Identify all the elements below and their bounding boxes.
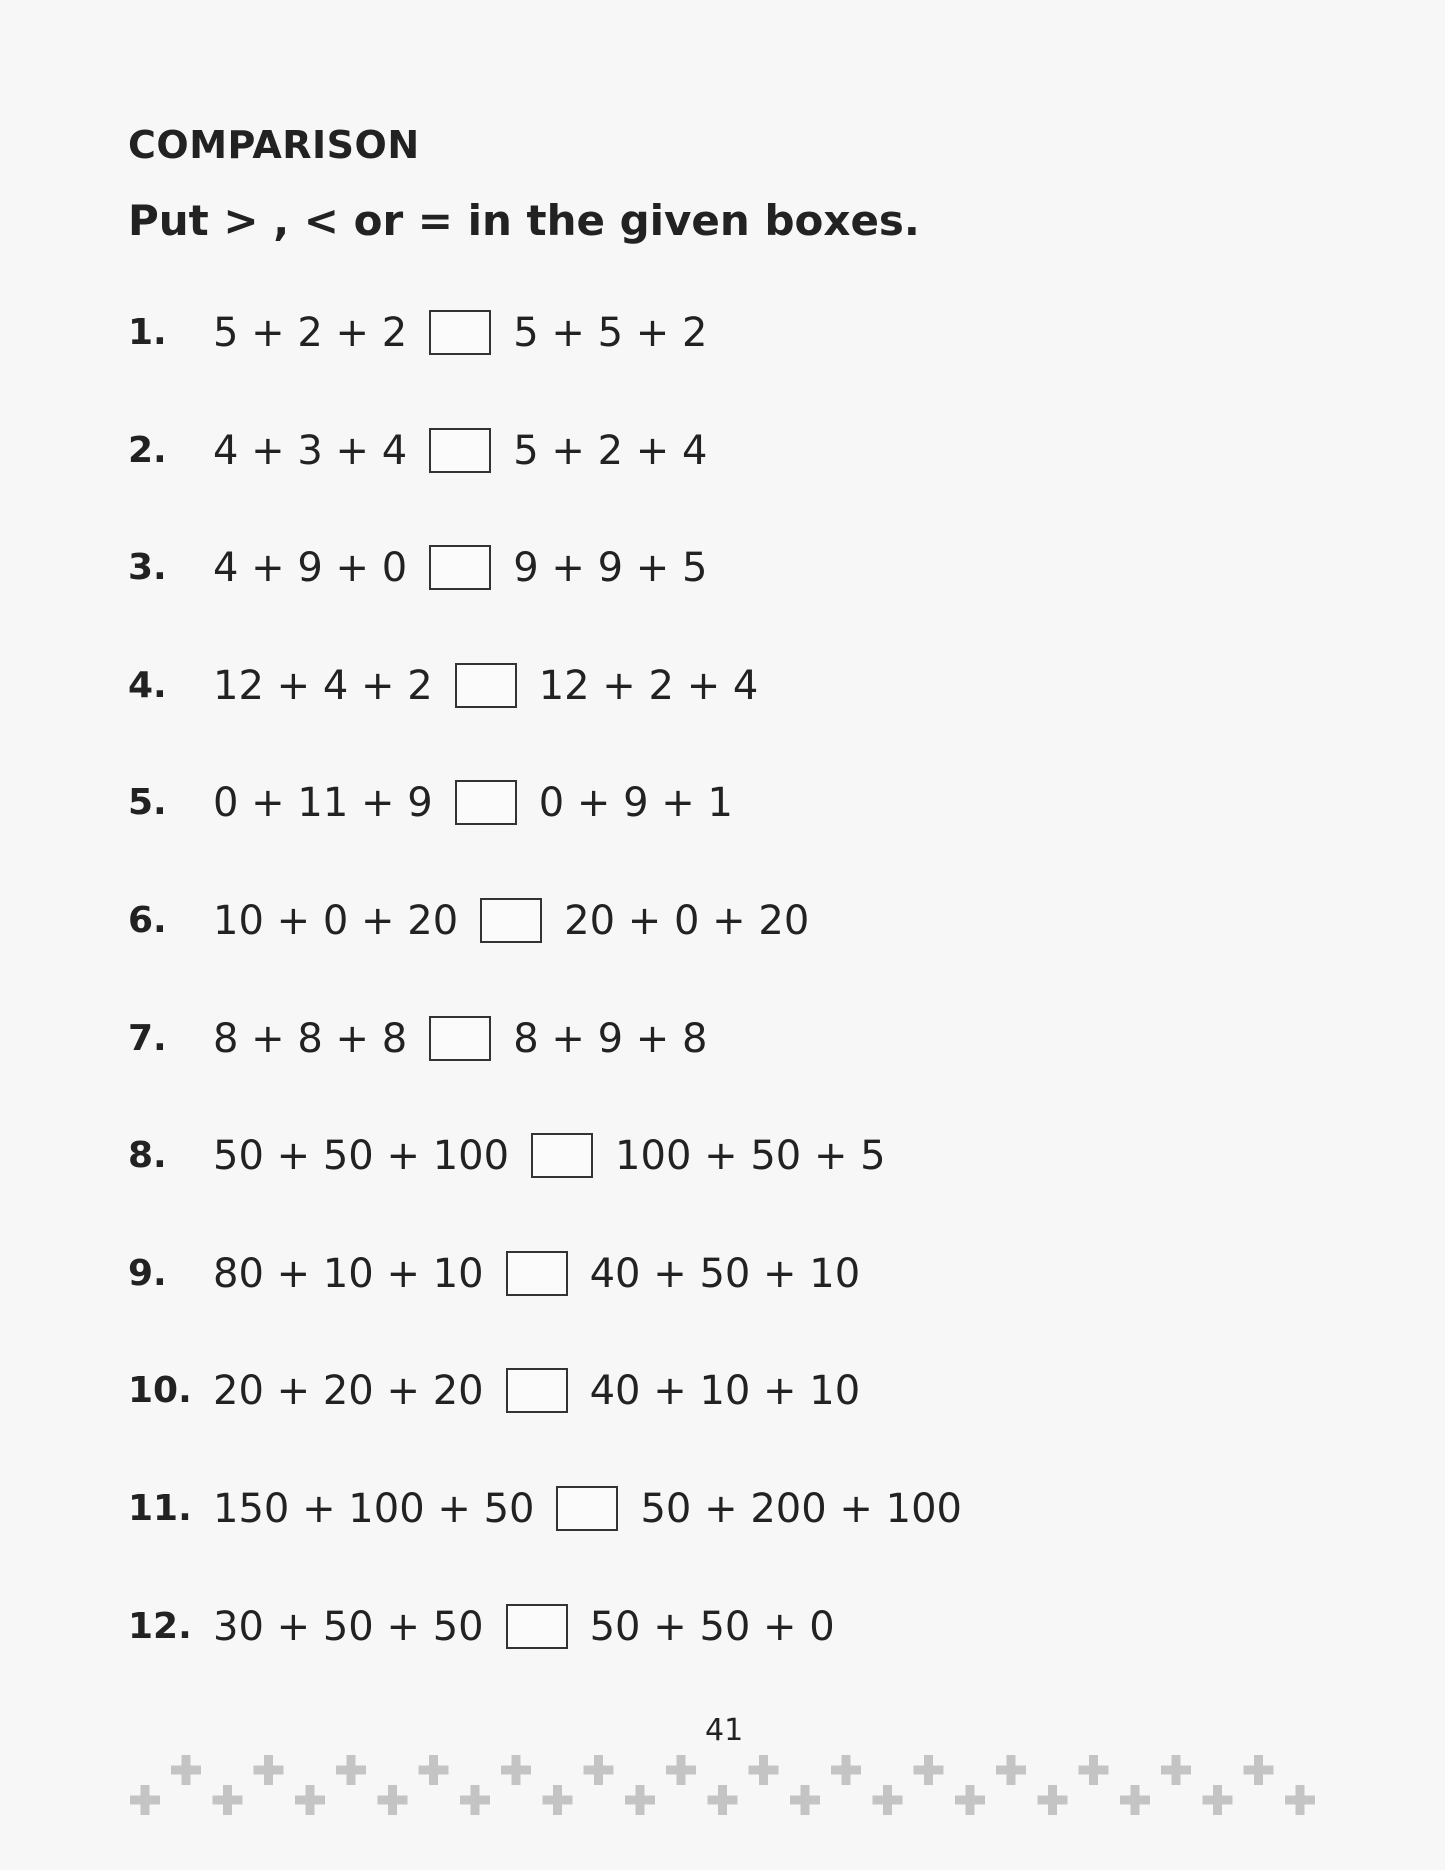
plus-icon <box>1079 1755 1109 1785</box>
problem-number: 2. <box>128 429 167 471</box>
plus-icon <box>501 1755 531 1785</box>
problem-number: 1. <box>128 312 167 353</box>
answer-box[interactable] <box>429 1016 491 1061</box>
right-expression: 0 + 9 + 1 <box>538 780 733 827</box>
right-expression: 40 + 10 + 10 <box>589 1368 861 1415</box>
left-expression: 80 + 10 + 10 <box>213 1250 484 1297</box>
plus-icon <box>460 1785 490 1815</box>
plus-icon <box>708 1785 738 1815</box>
plus-icon <box>955 1785 985 1815</box>
problem-row <box>128 305 962 423</box>
plus-icon <box>1285 1785 1315 1815</box>
left-expression: 150 + 100 + 50 <box>213 1485 535 1532</box>
plus-icon <box>831 1755 861 1785</box>
left-expression: 0 + 11 + 9 <box>213 780 433 827</box>
plus-icon <box>543 1785 573 1815</box>
left-expression: 5 + 2 + 2 <box>213 310 408 356</box>
answer-box[interactable] <box>455 780 517 825</box>
problem-number: 5. <box>128 782 167 824</box>
problem-number: 11. <box>128 1487 192 1529</box>
answer-box[interactable] <box>429 428 491 473</box>
problem-number: 3. <box>128 547 167 589</box>
answer-box[interactable] <box>429 310 491 355</box>
problem-row <box>128 775 962 893</box>
plus-icon <box>1244 1755 1274 1785</box>
answer-box[interactable] <box>556 1486 618 1531</box>
answer-box[interactable] <box>455 663 517 708</box>
plus-icon <box>790 1785 820 1815</box>
problem-list <box>128 305 962 1716</box>
right-expression: 40 + 50 + 10 <box>589 1250 861 1297</box>
problem-number: 6. <box>128 899 167 941</box>
answer-box[interactable] <box>429 545 491 590</box>
left-expression: 8 + 8 + 8 <box>213 1015 408 1062</box>
plus-icon <box>130 1785 160 1815</box>
left-expression: 30 + 50 + 50 <box>213 1603 484 1650</box>
problem-row <box>128 893 962 1011</box>
plus-icon <box>914 1755 944 1785</box>
problem-row <box>128 658 962 776</box>
answer-box[interactable] <box>480 898 542 943</box>
answer-box[interactable] <box>506 1251 568 1296</box>
answer-box[interactable] <box>531 1133 593 1178</box>
plus-icon <box>295 1785 325 1815</box>
problem-row <box>128 1363 962 1481</box>
right-expression: 9 + 9 + 5 <box>513 545 708 592</box>
right-expression: 5 + 5 + 2 <box>513 310 708 356</box>
problem-row <box>128 1246 962 1364</box>
left-expression: 20 + 20 + 20 <box>213 1368 484 1415</box>
left-expression: 4 + 9 + 0 <box>213 545 408 592</box>
plus-pattern-border <box>120 1740 1330 1830</box>
plus-icon <box>584 1755 614 1785</box>
right-expression: 12 + 2 + 4 <box>538 662 759 709</box>
worksheet-title: COMPARISON <box>128 123 420 167</box>
plus-icon <box>996 1755 1026 1785</box>
plus-icon <box>171 1755 201 1785</box>
right-expression: 20 + 0 + 20 <box>564 897 810 944</box>
problem-number: 4. <box>128 664 167 706</box>
plus-icon <box>378 1785 408 1815</box>
right-expression: 50 + 200 + 100 <box>640 1485 962 1532</box>
plus-icon <box>419 1755 449 1785</box>
right-expression: 8 + 9 + 8 <box>513 1015 708 1062</box>
plus-icon <box>1203 1785 1233 1815</box>
problem-number: 7. <box>128 1017 167 1059</box>
worksheet-instruction: Put > , < or = in the given boxes. <box>128 196 920 245</box>
problem-row <box>128 1011 962 1129</box>
plus-icon <box>336 1755 366 1785</box>
plus-icon <box>213 1785 243 1815</box>
problem-number: 9. <box>128 1252 167 1294</box>
problem-number: 10. <box>128 1370 192 1412</box>
left-expression: 12 + 4 + 2 <box>213 662 433 709</box>
right-expression: 100 + 50 + 5 <box>615 1133 886 1180</box>
plus-icon <box>749 1755 779 1785</box>
problem-number: 8. <box>128 1135 167 1177</box>
left-expression: 4 + 3 + 4 <box>213 427 408 474</box>
problem-row <box>128 1599 962 1717</box>
page-number: 41 <box>705 1713 744 1748</box>
plus-icon <box>1038 1785 1068 1815</box>
plus-icon <box>1120 1785 1150 1815</box>
plus-icon <box>254 1755 284 1785</box>
left-expression: 10 + 0 + 20 <box>213 897 459 944</box>
right-expression: 5 + 2 + 4 <box>513 427 708 474</box>
left-expression: 50 + 50 + 100 <box>213 1133 510 1180</box>
problem-number: 12. <box>128 1605 192 1647</box>
plus-icon <box>666 1755 696 1785</box>
right-expression: 50 + 50 + 0 <box>589 1603 835 1650</box>
problem-row <box>128 1481 962 1599</box>
answer-box[interactable] <box>506 1604 568 1649</box>
answer-box[interactable] <box>506 1368 568 1413</box>
problem-row <box>128 423 962 541</box>
problem-row <box>128 1128 962 1246</box>
problem-row <box>128 540 962 658</box>
plus-icon <box>873 1785 903 1815</box>
plus-icon <box>625 1785 655 1815</box>
plus-icon <box>1161 1755 1191 1785</box>
